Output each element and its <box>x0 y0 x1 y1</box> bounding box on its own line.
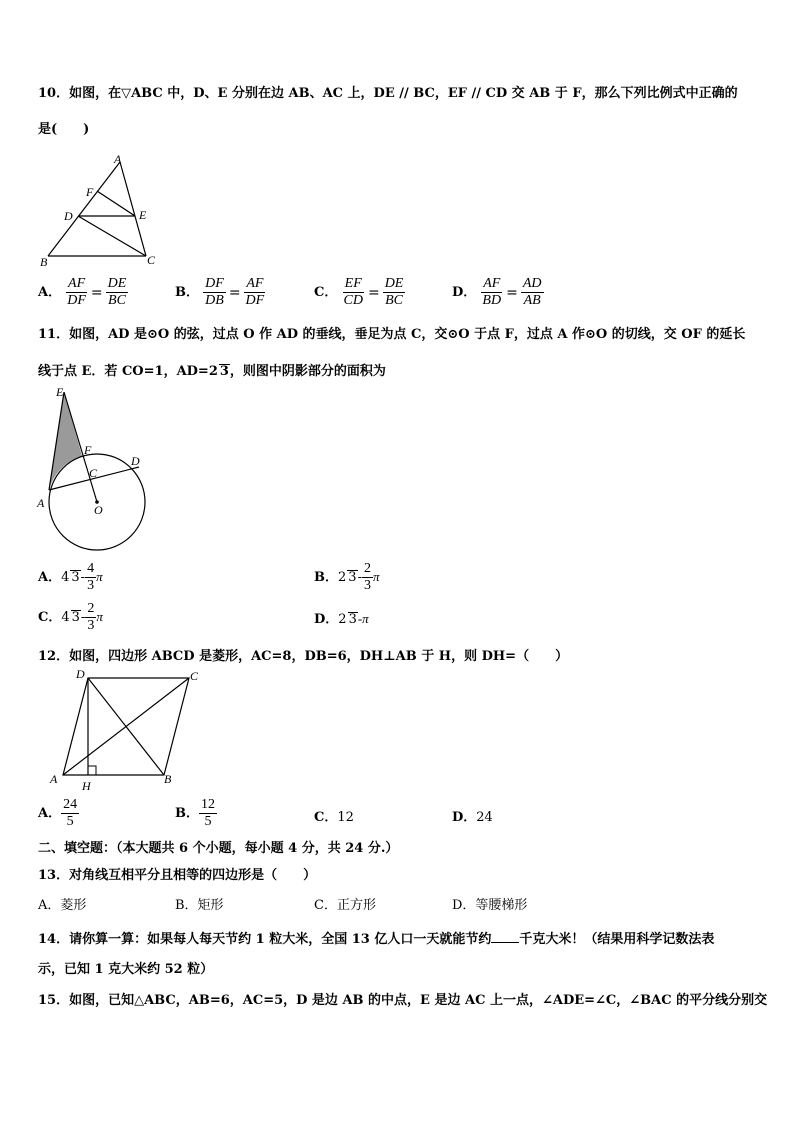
q10-line-dc <box>78 216 146 256</box>
q11-label-f: F <box>84 443 92 457</box>
q13-option-c: C．正方形 <box>314 898 376 913</box>
q14-answer-blank[interactable] <box>491 930 519 943</box>
q12-label-h: H <box>82 779 91 793</box>
q10-label-d: D <box>64 209 73 223</box>
q13-option-a: A．菱形 <box>38 898 87 913</box>
q12-label-c: C <box>190 669 199 683</box>
q10-label-f: F <box>86 185 94 199</box>
q11-label-o: O <box>94 503 103 517</box>
q12-stem: 12．如图，四边形 ABCD 是菱形，AC=8，DB=6，DH⊥AB 于 H，则 DH=（ ） <box>38 649 569 664</box>
q11-option-a: A．4 3- $\frac{4}{3}$ π <box>38 561 103 593</box>
q11-option-b: B．2 3- $\frac{2}{3}$ π <box>314 561 380 593</box>
q10-label-b: B <box>40 255 48 269</box>
q10-label-e: E <box>139 208 147 222</box>
q12-right-angle-mark <box>88 766 96 775</box>
q11-shaded-region <box>49 392 82 490</box>
q12-label-a: A <box>50 772 58 786</box>
q11-circle-figure <box>34 386 152 556</box>
q12-diagonal-db <box>88 678 164 775</box>
q14-line1: 14．请你算一算：如果每人每天节约 1 粒大米，全国 13 亿人口一天就能节约 千克大米！（结果用科学记数法表 <box>38 932 715 947</box>
q10-stem-line2: 是( ) <box>38 122 90 137</box>
q13-option-b: B．矩形 <box>175 898 224 913</box>
q12-option-d: D．24 <box>452 810 493 825</box>
q10-option-c: C． $\frac{EF}{CD}$ = $\frac{DE}{BC}$ <box>314 276 404 308</box>
q11-stem-line1: 11．如图，AD 是⊙O 的弦，过点 O 作 AD 的垂线，垂足为点 C，交⊙O 于点 F，过点 A 作⊙O 的切线，交 OF 的延长 <box>38 327 746 342</box>
q15-line1: 15．如图，已知△ABC，AB=6，AC=5，D 是边 AB 的中点，E 是边 AC 上一点，∠ADE=∠C，∠BAC 的平分线分别交 <box>38 993 768 1008</box>
section-2-heading: 二、填空题：（本大题共 6 个小题，每小题 4 分，共 24 分.） <box>38 841 399 856</box>
q12-label-b: B <box>164 772 172 786</box>
q11-label-e: E <box>56 386 64 399</box>
q12-option-c: C．12 <box>314 810 354 825</box>
q14-line2: 示，已知 1 克大米约 52 粒） <box>38 962 214 977</box>
q10-stem-line1: 10．如图，在▽ABC 中，D、E 分别在边 AB、AC 上，DE // BC，EF // CD 交 AB 于 F，那么下列比例式中正确的 <box>38 86 738 101</box>
q12-label-d: D <box>76 667 85 681</box>
q10-label-a: A <box>114 152 122 166</box>
q13-option-d: D．等腰梯形 <box>452 898 528 913</box>
q11-label-a: A <box>37 496 45 510</box>
q10-option-b: B． $\frac{DF}{DB}$ = $\frac{AF}{DF}$ <box>175 276 265 308</box>
q11-option-d: D．2 3-π <box>314 611 369 627</box>
q13-stem: 13．对角线互相平分且相等的四边形是（ ） <box>38 868 317 883</box>
q12-option-a: A． $\frac{24}{5}$ <box>38 797 78 829</box>
q10-line-ab <box>48 162 120 256</box>
q11-label-c: C <box>89 466 98 480</box>
q11-option-c: C．4 3- $\frac{2}{3}$ π <box>38 601 103 633</box>
q12-option-b: B． $\frac{12}{5}$ <box>175 797 215 829</box>
q10-option-d: D． $\frac{AF}{BD}$ = $\frac{AD}{AB}$ <box>452 276 542 308</box>
q12-rhombus-figure <box>44 666 214 794</box>
q10-label-c: C <box>147 253 156 267</box>
q10-option-a: A． $\frac{AF}{DF}$ = $\frac{DE}{BC}$ <box>38 276 127 308</box>
q10-triangle-figure <box>36 150 166 272</box>
q11-label-d: D <box>131 454 140 468</box>
q11-stem-line2: 线于点 E．若 CO=1，AD=2 3，则图中阴影部分的面积为 <box>38 364 386 379</box>
